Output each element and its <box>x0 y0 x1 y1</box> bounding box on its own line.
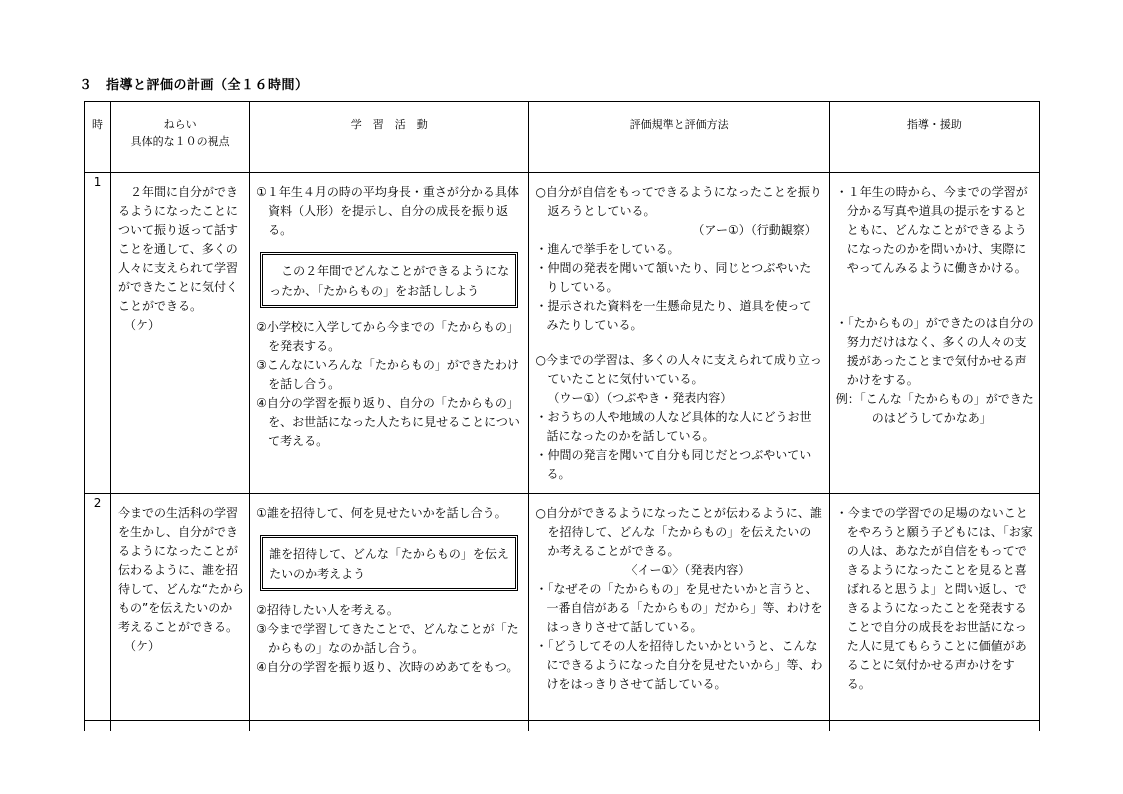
guidance-item: ・今までの学習での足場のないことをやろうと願う子どもには、「お家の人は、あなたが自信をもってできるようになったことを見ると喜ばれると思うよ」と問い返し、できるようになったことを発表することで自分の成長をお世話になった人に見てもらうことに価値があることに気付かせる声かけをする。 <box>835 506 1033 691</box>
row-activity <box>250 173 529 494</box>
activity-item: ①誰を招待して、何を見せたいかを話し合う。 <box>256 506 507 520</box>
activity-goal-text: この２年間でどんなことができるようになったか、「たからもの」をお話ししよう <box>269 264 510 298</box>
activity-item: ③こんなにいろんな「たからもの」ができたわけを話し合う。 <box>256 358 519 391</box>
header-evaluation: 評価規準と評価方法 <box>529 102 829 173</box>
activity-item: ④自分の学習を振り返り、次時のめあてをもつ。 <box>256 660 519 674</box>
header-aim-sub: 具体的な１０の視点 <box>130 135 230 148</box>
guidance-example: 例：「こんな「たからもの」ができたのはどうしてかなあ」 <box>835 392 1034 425</box>
evaluation-criterion: ○今までの学習は、多くの人々に支えられて成り立っていたことに気付いている。 <box>535 353 822 386</box>
row-activity <box>250 494 529 721</box>
evaluation-criterion: ○自分が自信をもってできるようになったことを振り返ろうとしている。 <box>535 185 822 218</box>
evaluation-item: ・提示された資料を一生懸命見たり、道具を使ってみたりしている。 <box>535 299 812 332</box>
header-aim-label: ねらい <box>163 118 197 131</box>
evaluation-method: （アー①）（行動観察） <box>692 223 817 237</box>
activity-goal-box <box>260 535 518 591</box>
row-time: 1 <box>85 173 111 494</box>
row-guidance <box>829 173 1039 494</box>
evaluation-item: ・「どうしてその人を招待したいかというと、こんなにできるようになった自分を見せたいから」等、わけをはっきりさせて話している。 <box>535 639 823 691</box>
evaluation-method: （ウー①）（つぶやき・発表内容） <box>547 391 733 405</box>
header-aim <box>111 102 250 173</box>
activity-item: ①１年生４月の時の平均身長・重さが分かる具体資料（人形）を提示し、自分の成長を振り返る。 <box>256 185 519 237</box>
header-guidance: 指導・援助 <box>829 102 1039 173</box>
evaluation-item: ・おうちの人や地域の人など具体的な人にどうお世話になったのかを話している。 <box>535 410 812 443</box>
evaluation-item: ・「なぜその「たからもの」を見せたいかと言うと、一番自信がある「たからもの」だから」等、わけをはっきりさせて話している。 <box>535 582 823 634</box>
activity-item: ③今まで学習してきたことで、どんなことが「たからもの」なのか話し合う。 <box>256 622 519 655</box>
evaluation-item: ・進んで挙手をしている。 <box>535 242 680 256</box>
activity-item: ②小学校に入学してから今までの「たからもの」を発表する。 <box>256 320 519 353</box>
teaching-plan-table <box>84 101 1040 731</box>
table-row-continued <box>85 721 1040 732</box>
row-guidance <box>829 494 1039 721</box>
activity-item: ④自分の学習を振り返り、自分の「たからもの」を、お世話になった人たちに見せることについて考える。 <box>256 396 520 448</box>
aim-code: （ケ） <box>124 639 161 653</box>
row-time: 2 <box>85 494 111 721</box>
evaluation-method: 〈イー①〉（発表内容） <box>625 563 751 577</box>
evaluation-item: ・仲間の発表を聞いて頷いたり、同じとつぶやいたりしている。 <box>535 261 812 294</box>
row-evaluation <box>529 173 829 494</box>
activity-item: ②招待したい人を考える。 <box>256 603 399 617</box>
aim-text: ２年間に自分ができるようになったことについて振り返って話すことを通して、多くの人々に支えられて学習ができたことに気付くことができる。 <box>118 185 239 313</box>
table-row <box>85 494 1040 721</box>
header-time: 時 <box>85 102 111 173</box>
guidance-item: ・「たからもの」ができたのは自分の努力だけはなく、多くの人々の支援があったことまで気付かせる声かけをする。 <box>835 316 1034 387</box>
guidance-item: ・１年生の時から、今までの学習が分かる写真や道具の提示をするとともに、どんなことができるようになったのかを問いかけ、実際にやってんみるように働きかける。 <box>835 185 1028 275</box>
table-header-row <box>85 102 1040 173</box>
evaluation-criterion: ○自分ができるようになったことが伝わるように、誰を招待して、どんな「たからもの」を伝えたいのか考えることができる。 <box>535 506 822 558</box>
section-title: ３ 指導と評価の計画（全１６時間） <box>79 78 309 93</box>
aim-text: 今までの生活科の学習を生かし、自分ができるようになったことが伝わるように、誰を招待して、どんな“たからもの”を伝えたいのか考えることができる。 <box>118 506 244 634</box>
header-activity: 学 習 活 動 <box>250 102 529 173</box>
table-row <box>85 173 1040 494</box>
aim-code: （ケ） <box>124 318 161 332</box>
row-aim <box>111 173 250 494</box>
activity-goal-box <box>260 252 518 308</box>
row-evaluation <box>529 494 829 721</box>
evaluation-item: ・仲間の発言を聞いて自分も同じだとつぶやいている。 <box>535 448 812 481</box>
row-aim <box>111 494 250 721</box>
activity-goal-text: 誰を招待して、どんな「たからもの」を伝えたいのか考えよう <box>269 547 509 581</box>
